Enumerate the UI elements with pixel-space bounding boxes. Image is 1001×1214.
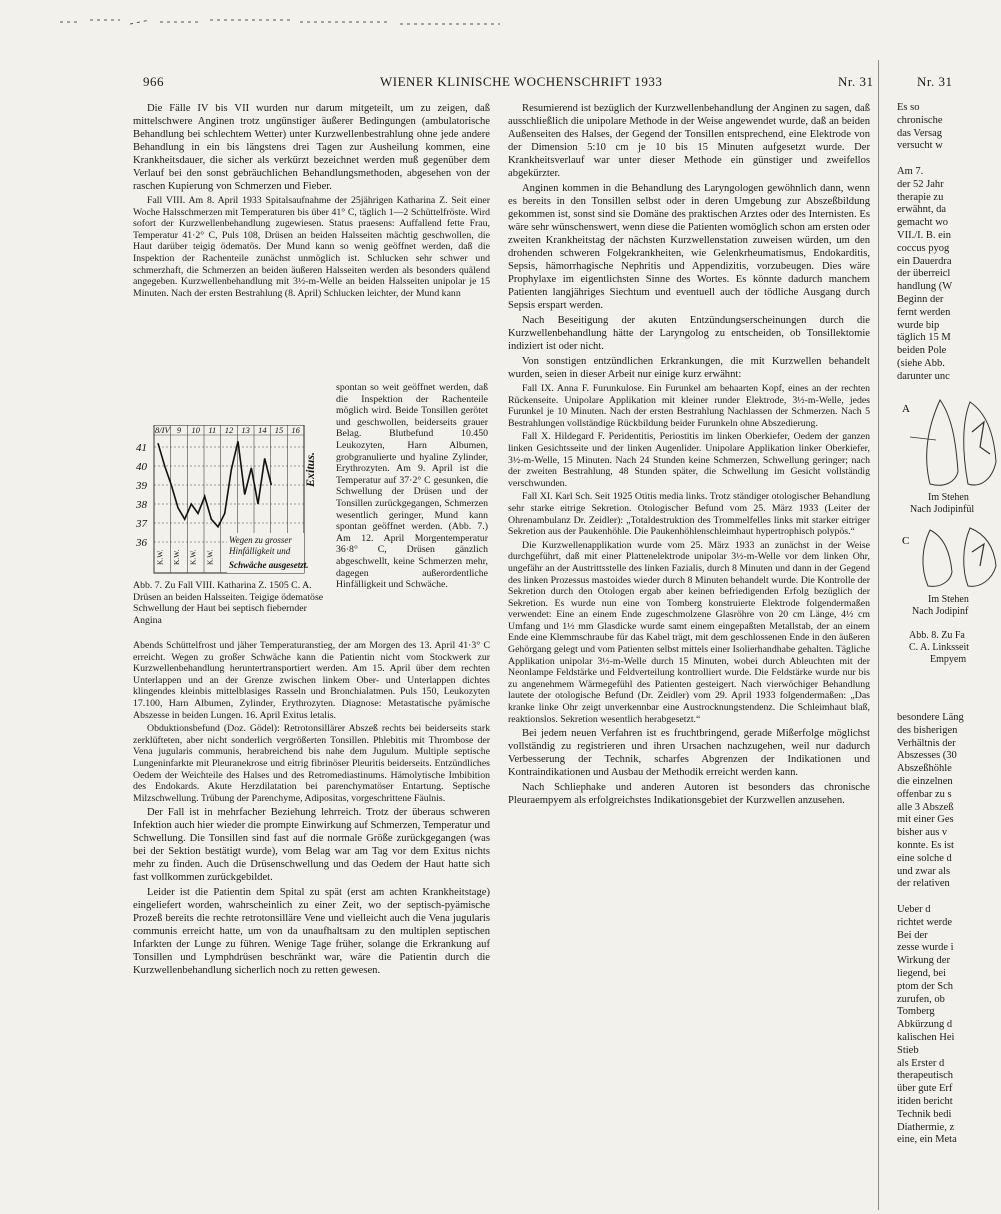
right-strip-line: therapeutisch [897, 1070, 953, 1082]
figure-b-caption-2: Nach Jodipinf [912, 606, 969, 617]
case-paragraph: Die Kurzwellenapplikation wurde vom 25. März 1933 an zunächst in der Weise durchgeführt, daß mit einer Plattenelektrode unipolar 3½-m-Welle vor dem linken Ohr, ungefähr an der Austrittsstelle des linken Fazialis, durch 8 Minuten und dann in der Gegend des linken Prozessus mastoides wieder durch 8 Minuten behandelt wurde. Die Kontrolle der Sekretion durch den Otologen ergab aber keinen befriedigenden Erfolg bezüglich der Sekretion. Es wurde nun eine von Tomberg konstruierte Elektrode folgendermaßen verwendet: Eine an einem Ende zugeschmolzene Glasröhre von 20 cm Länge, 4½ cm Umfang und 1½ mm Glasdicke wurde samt einem eingepaßten Metallstab, der an einem Ende eine Klemmschraube für das Kabel trägt, mit dem geschlossenen Ende in den äußeren Gehörgang gelegt und vom Patienten selbst mittels einer Isolierhandhabe gehalten. Tägliche Applikation unipolar 3½-m-Welle durch 15 Minuten, wobei durch Ableuchten mit der Neonlampe Feldstärke und Feldverteilung kontrolliert wurde. Die Feldstärke wurde nur bis zu angenehmem Wärmegefühl des Patienten gesteigert. Nach vierwöchiger Behandlung lautete der otologische Befund (Dr. Zeidler) vom 29. April 1933 folgendermaßen: „Das kranke linke Ohr zeigt unverkennbar eine Austrocknungstendenz. Die Schleimhaut blaß, reaktionslos. Sekretion wesentlich herabgesetzt.“ [508, 539, 870, 725]
chart-temp-label: 37 [136, 518, 147, 530]
chart-date-label: 10 [191, 425, 200, 435]
middle-column [508, 102, 870, 809]
right-strip-line: zesse wurde i [897, 942, 954, 954]
right-strip-line: zurufen, ob [897, 993, 945, 1005]
lung-xray-figure-b [900, 522, 1000, 590]
chart-date-label: 9 [176, 425, 182, 435]
autopsy-paragraph: Obduktionsbefund (Doz. Gödel): Retrotonsillärer Abszeß rechts bei beiderseits stark zerklüfteten, aber nicht sonderlich vergrößerten Tonsillen. Phlebitis mit Thrombose der Vena jugularis communis, herabreichend bis nahe dem Jugulum. Multiple septische Lungeninfarkte mit Pleuranekrose und eitrig fibrinöser Pleuritis beiderseits. Entzündliches Oedem der Weichteile des Halses und des Retromediastinums. Hämolytische Imbibition des Endokards. Akute Herzdilatation bei parenchymatöser Entartung. Septische Milzschwellung. Trübung der Parenchyme, Adipositas, vorgeschrittene Fäulnis. [133, 723, 490, 804]
figure-8-caption-1: Abb. 8. Zu Fa [909, 630, 965, 641]
right-strip-line: versucht w [897, 140, 943, 152]
right-strip-line: mit einer Ges [897, 814, 954, 826]
right-strip-line: therapie zu [897, 191, 944, 203]
right-strip-line: Technik bedi [897, 1108, 952, 1120]
right-strip-line: gemacht wo [897, 217, 949, 229]
right-strip-line: erwähnt, da [897, 204, 946, 216]
paragraph: Abends Schüttelfrost und jäher Temperaturanstieg, der am Morgen des 13. April 41·3° C erreicht. Wegen zu großer Schwäche kann die Patientin nicht vom Stockwerk zur Kurzwellenbehandlung heruntertransportiert werden. Am 15. April über dem rechten Unterlappen und an der Grenze zwischen linkem Ober- und Unterlappen dichtes klingendes kleinbis mittelblasiges Rasseln und Bronchialatmen. Puls 150, Leukozyten 17.100, Harn Albumen, Zylinder, Erythrozyten. Diagnose: Metastatische pyämische Abszesse in beiden Lungen. 16. April Exitus letalis. [133, 640, 490, 721]
chart-temp-label: 36 [136, 537, 147, 549]
chart-date-label: 14 [258, 425, 267, 435]
right-strip-line: als Erster d [897, 1057, 945, 1069]
chart-kw-label: K.W. [155, 549, 165, 565]
left-column-top [133, 102, 490, 301]
top-scribble-marks [60, 10, 520, 34]
right-strip-line: liegend, bei [897, 967, 946, 979]
right-strip-line: kalischen Hei [897, 1031, 955, 1043]
right-strip-line: beiden Pole [897, 345, 947, 357]
right-strip-line: Abszesses (30 [897, 750, 957, 762]
right-strip-line: das Versag [897, 127, 943, 139]
right-strip-top [897, 102, 1001, 384]
right-strip-line: konnte. Es ist [897, 839, 954, 851]
right-strip-line: der überreicl [897, 268, 951, 280]
right-strip-line: Stieb [897, 1044, 919, 1056]
right-strip-line: Es so [897, 102, 920, 113]
right-strip-line: Diathermie, z [897, 1121, 955, 1133]
right-strip-line: des bisherigen [897, 724, 958, 736]
right-strip-line: eine solche d [897, 852, 952, 864]
chart-kw-label: K.W. [172, 549, 181, 565]
paragraph: Anginen kommen in die Behandlung des Laryngologen gewöhnlich dann, wenn es bereits in den Tonsillen selbst oder in deren Umgebung zur Abszeßbildung gekommen ist, sonst sind sie Domäne des praktischen Arztes oder des Internisten. Es wäre sehr wünschenswert, wenn diese die Patienten womöglich schon am ersten oder zweiten Krankheitstag der nächsten Kurzwellenstation zuweisen würden, um den drohenden schweren Folgekrankheiten, wie Gelenkrheumatismus, Endokarditis, Sepsis, hämorrhagische Nephritis und Appendizitis, vorzubeugen. Dies wäre Prophylaxe im eigentlichsten Sinne des Wortes. Es könnte dadurch manchem Patienten langjähriges Siechtum und eventuell auch der tödliche Ausgang durch Sepsis erspart werden. [508, 183, 870, 311]
paragraph: Bei jedem neuen Verfahren ist es fruchtbringend, gerade Mißerfolge möglichst vollständig zu registrieren und ihren Ursachen nachzugehen, weil nur dadurch Verbesserung der Technik, scharfes Abgrenzen der Indikationen und Kontraindikationen und Ausbau der Methodik erreicht werden kann. [508, 728, 870, 779]
journal-title: WIENER KLINISCHE WOCHENSCHRIFT 1933 [380, 74, 663, 89]
right-strip-line: richtet werde [897, 916, 953, 928]
right-strip-line: wurde bip [897, 319, 940, 331]
issue-number: Nr. 31 [838, 74, 874, 89]
case-continuation-text: spontan so weit geöffnet werden, daß die Inspektion der Rachenteile möglich wird. Beide Tonsillen gerötet und geschwollen, beiderseits grauer Belag. Blutbefund 10.450 Leukozyten, Harn Albumen, grobgranulierte und hyaline Zylinder, Erythrozyten. Am 9. April ist die Temperatur auf 37·2° C gesunken, die Schwellung der Drüsen und der Tonsillen zurückgegangen, Schmerzen wesentlich geringer, Mund kann spontan geöffnet werden. (Abb. 7.) Am 12. April Morgentemperatur 36·8° C, Drüsen gänzlich abgeschwellt, keine Schmerzen mehr, dagegen außerordentliche Hinfälligkeit und Schwäche. [336, 382, 488, 591]
figure-b-caption-1: Im Stehen [928, 594, 969, 605]
right-strip-line: Tomberg [897, 1006, 935, 1018]
case-paragraph: Fall VIII. Am 8. April 1933 Spitalsaufnahme der 25jährigen Katharina Z. Seit einer Woche Halsschmerzen mit Temperaturen bis über 41° C, täglich 1—2 Schüttelfröste. Wird sofort der Kurzwellenbehandlung zugewiesen. Status praesens: Auffallend fette Frau, Temperatur 41·2° C, Puls 108, Drüsen an beiden Halsseiten mächtig geschwollen, die Haut darüber teigig ödematös. Der Mund kann so wenig geöffnet werden, daß die Inspektion der Rachenteile zunächst unmöglich ist. Schlucken sehr schwer und schmerzhaft, die Schmerzen an beiden äußeren Halsseiten werden als besonders quälend angegeben. Kurzwellenbehandlung mit 3½-m-Welle an beiden Halsseiten unipolar je 15 Minuten. Nach der ersten Bestrahlung (8. April) Schlucken leichter, der Mund kann [133, 195, 490, 299]
chart-date-label: 13 [241, 425, 250, 435]
paragraph: Nach Schliephake und anderen Autoren ist besonders das chronische Pleuraempyem als erfolgreichstes Indikationsgebiet der Kurzwellen anzusehen. [508, 782, 870, 807]
figure-label-c: C [902, 535, 910, 547]
chart-temp-label: 39 [136, 480, 147, 492]
right-issue-number: Nr. 31 [917, 74, 953, 89]
right-strip-line: über gute Erf [897, 1083, 953, 1095]
right-strip-line [897, 153, 1001, 166]
right-strip-line: eine, ein Meta [897, 1134, 957, 1146]
right-strip-line: bisher aus v [897, 827, 948, 839]
right-strip-line: Am 7. [897, 165, 924, 177]
right-strip-line: Abkürzung d [897, 1019, 953, 1031]
temperature-chart-svg [134, 425, 330, 575]
left-column-bottom [133, 640, 490, 979]
right-strip-line: chronische [897, 114, 943, 126]
right-strip-line: besondere Läng [897, 712, 964, 723]
temperature-curve [158, 441, 271, 527]
figure-8-caption-3: Empyem [930, 654, 967, 665]
page-number: 966 [143, 74, 164, 89]
right-strip-line: Verhältnis der [897, 737, 956, 749]
right-strip-line: Beginn der [897, 293, 944, 305]
paragraph: Der Fall ist in mehrfacher Beziehung lehrreich. Trotz der überaus schweren Infektion auch hier wieder die prompte Einwirkung auf Schmerzen, Temperatur und Schwellung. Die Tonsillen sind fast auf die normale Größe zurückgegangen (was bei der Sektion bestätigt wurde), vom Belag war am Tag vor dem Exitus nichts mehr zu finden. Auch die Drüsenschwellung und das Oedem der Haut hatte sich fast vollkommen zurückgebildet. [133, 807, 490, 884]
right-strip-line: täglich 15 M [897, 332, 951, 344]
chart-kw-label: K.W. [188, 549, 198, 565]
right-strip-line: itiden bericht [897, 1095, 953, 1107]
chart-date-label: 12 [224, 425, 234, 435]
chart-temp-label: 40 [136, 461, 147, 473]
right-strip-bottom [897, 712, 1001, 1147]
figure-8-caption-2: C. A. Linksseit [909, 642, 970, 653]
figure-a-caption-2: Nach Jodipinfül [910, 504, 975, 515]
right-strip-line: der 52 Jahr [897, 178, 944, 190]
right-strip-line: alle 3 Abszeß [897, 801, 954, 813]
right-strip-line: Bei der [897, 929, 928, 941]
right-strip-line: die einzelnen [897, 775, 953, 787]
right-strip-line: ptom der Sch [897, 980, 953, 992]
chart-temp-label: 38 [136, 499, 147, 511]
paragraph: Von sonstigen entzündlichen Erkrankungen, die mit Kurzwellen behandelt wurden, seien in dieser Arbeit nur einige kurz erwähnt: [508, 356, 870, 380]
paragraph: Die Fälle IV bis VII wurden nur darum mitgeteilt, um zu zeigen, daß mittelschwere Anginen trotz ungünstiger äußerer Bedingungen (ambulatorische Behandlung bei schlechtem Wetter) unter Kurzwellenbestrahlung ohne jede andere Behandlung in ein bis längstens drei Tagen zur Ausheilung kommen, eine Krankheitsdauer, die sicher als verkürzt bezeichnet werden muß gegenüber dem Verlauf bei den sonst gebräuchlichen Behandlungsmethoden, abgesehen von der raschen Kupierung von Schmerzen und Fieber. [133, 103, 490, 192]
chart-note-line3: Schwäche ausgesetzt. [229, 560, 309, 570]
chart-date-label: 15 [274, 425, 284, 435]
right-strip-line: VII./I. B. ein [897, 229, 951, 241]
right-strip-line: der relativen [897, 878, 950, 890]
figure-a-caption-1: Im Stehen [928, 492, 969, 503]
chart-note-line2: Hinfälligkeit und [229, 546, 291, 556]
right-strip-line: darunter unc [897, 370, 950, 382]
right-strip-line: handlung (W [897, 281, 953, 293]
chart-temp-label: 41 [136, 442, 147, 454]
right-strip-line: offenbar zu s [897, 788, 952, 800]
right-strip-line [897, 891, 1001, 904]
temperature-chart [134, 425, 330, 575]
exitus-label: Exitus. [303, 451, 317, 487]
right-strip-line: (siehe Abb. [897, 357, 945, 369]
right-strip-line: Wirkung der [897, 955, 950, 967]
lung-xray-figure-a [900, 392, 1000, 502]
paragraph: Nach Beseitigung der akuten Entzündungserscheinungen durch die Kurzwellenbehandlung hätte der Laryngolog zu entscheiden, ob Tonsillektomie indiziert ist oder nicht. [508, 315, 870, 352]
right-strip-line: fernt werden [897, 306, 951, 318]
right-strip-line: und zwar als [897, 865, 951, 877]
chart-note-line1: Wegen zu grosser [229, 535, 292, 545]
chart-date-label: 8/IV [155, 425, 170, 435]
case-paragraph: Fall IX. Anna F. Furunkulose. Ein Furunkel am behaarten Kopf, eines an der rechten Rückenseite. Unipolare Applikation mit kleiner runder Elektrode, 3½-m-Welle, jedes Furunkel je 10 Minuten. Nach der ersten Bestrahlung Nachlassen der Schmerzen. Nach 5 Bestrahlungen vollständige Rückbildung beider Furunkeln ohne Abszedierung. [508, 383, 870, 429]
chart-kw-label: K.W. [205, 549, 215, 565]
case-paragraph: Fall XI. Karl Sch. Seit 1925 Otitis media links. Trotz ständiger otologischer Behandlung sehr starke eitrige Sekretion. Otologischer Befund vom 25. März 1933 (Leiter der Ohrenambulanz Dr. Zeidler): „Totaldestruktion des Trommelfelles links mit starker eitriger Sekretion aus der Paukenhöhle. Die Paukenhöhlenschleimhaut hypertrophisch polypös.“ [508, 491, 870, 538]
figure-7-caption: Abb. 7. Zu Fall VIII. Katharina Z. 1505 C. A. Drüsen an beiden Halsseiten. Teigige ödematöse Schwellung der Haut bei septisch fiebernder Angina [133, 580, 324, 626]
chart-date-label: 16 [291, 425, 300, 435]
paragraph: Resumierend ist bezüglich der Kurzwellenbehandlung der Anginen zu sagen, daß ausschließlich die unipolare Methode in der Weise angewendet wurde, daß an beiden Außenseiten des Halses, der Gegend der Tonsillen entsprechend, eine Elektrode von der Dimension 5:10 cm je 10 bis 15 Minuten aufgesetzt wurde. Der Krankheitsverlauf war unter dieser Methode ein günstiger und zweifellos abgekürzter. [508, 103, 870, 179]
paragraph: Leider ist die Patientin dem Spital zu spät (erst am achten Krankheitstage) eingeliefert worden, wahrscheinlich zu einer Zeit, wo der septisch-pyämische Prozeß bereits die rechte retrotonsilläre Vene und vielleicht auch die Vena jugularis communis erreicht hatte, um von da unaufhaltsam zu den multiplen septischen Infarkten der Lunge zu führen. Wenige Tage früher, solange die Erkrankung auf Tonsillen und Lymphdrüsen beschränkt war, wäre die Patientin durch die Kurzwellenbehandlung sicherlich noch zu retten gewesen. [133, 887, 490, 977]
right-strip-line: coccus pyog [897, 242, 950, 254]
figure-label-a: A [902, 403, 910, 415]
column-divider [878, 60, 879, 1210]
right-strip-line: Abszeßhöhle [897, 763, 952, 775]
right-strip-line: ein Dauerdra [897, 255, 952, 267]
case-paragraph: Fall X. Hildegard F. Peridentitis, Periostitis im linken Oberkiefer, Oedem der ganzen linken Gesichtsseite und der linken Augenlider. Unipolare Applikation linker Oberkiefer, 3½-m-Welle, 15 Minuten. Nach 24 Stunden keine Schmerzen, Schwellung geringer; nach der zweiten Bestrahlung, 48 Stunden später, die Schwellung im Gesicht vollständig verschwunden. [508, 431, 870, 489]
right-strip-line: Ueber d [897, 903, 931, 915]
chart-date-label: 11 [208, 425, 217, 435]
